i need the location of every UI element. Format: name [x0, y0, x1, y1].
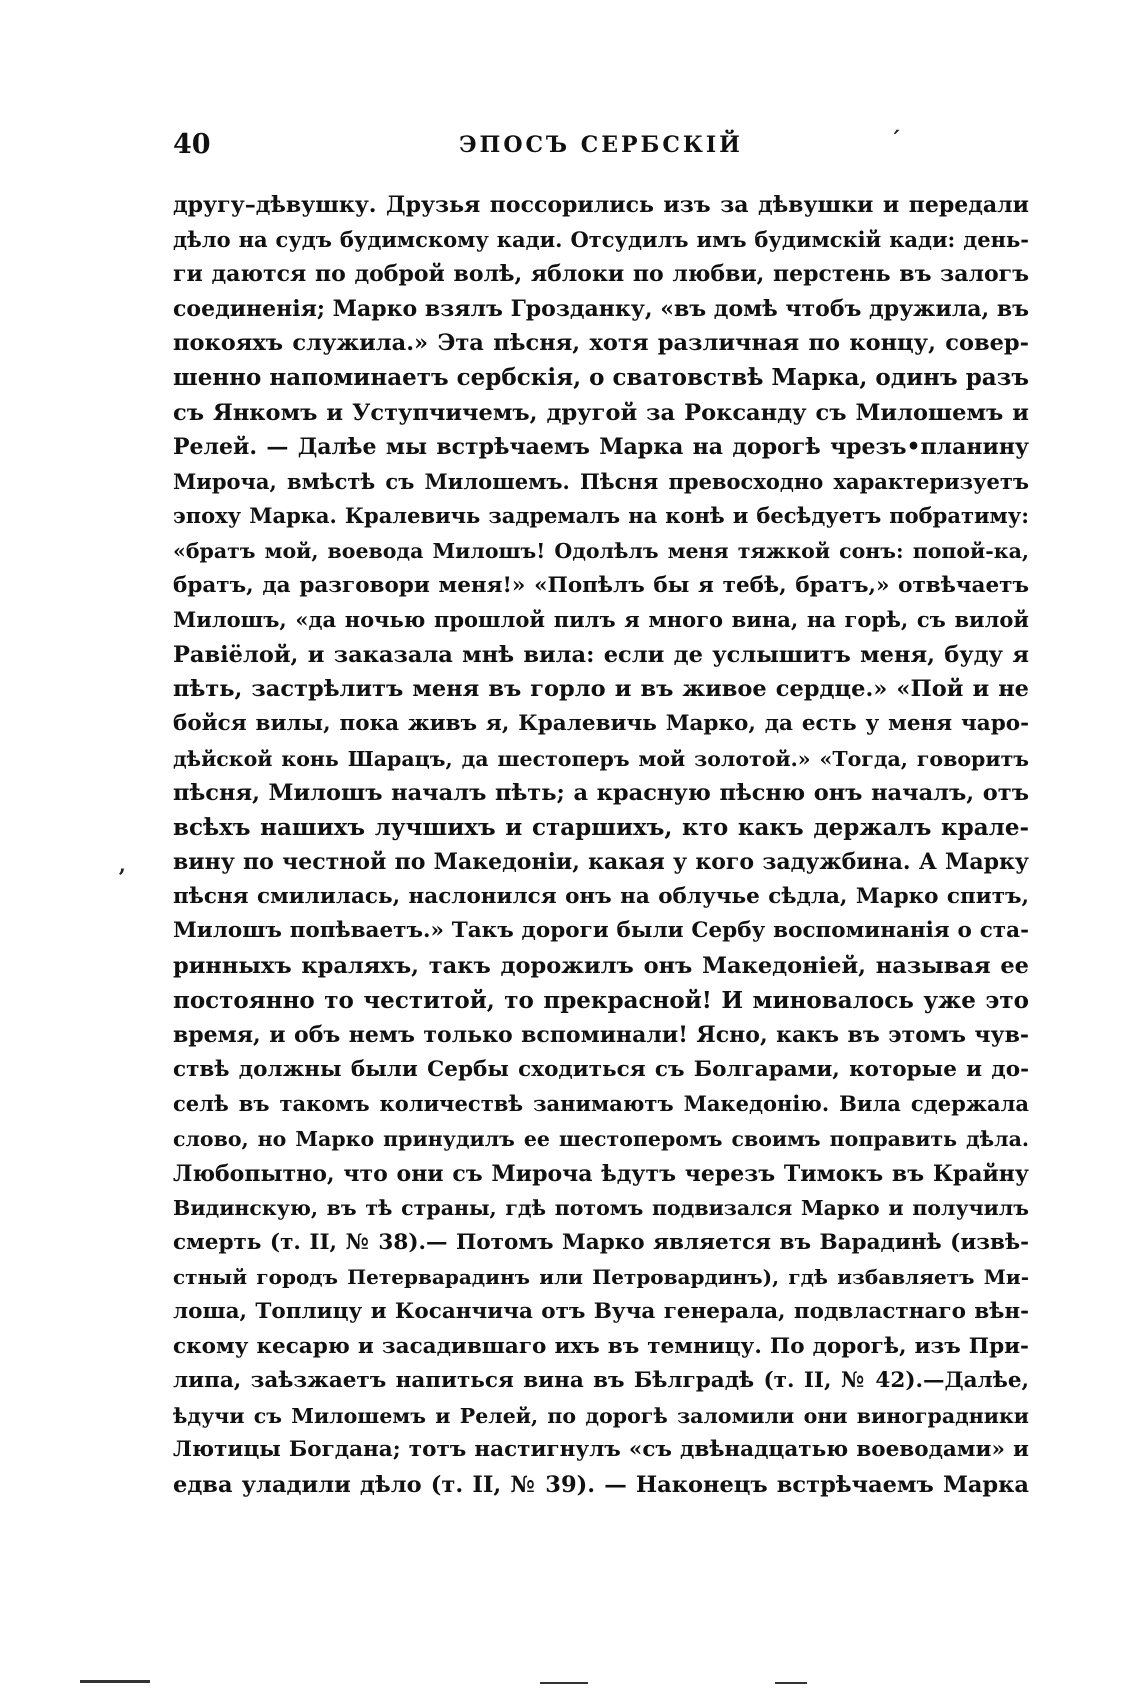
margin-tick-mark: ’: [118, 865, 126, 891]
text-line: слово, но Марко принудилъ ее шестоперомъ своимъ поправить дѣла.: [173, 1127, 1029, 1152]
text-line: постоянно то честитой, то прекрасной! И миновалось уже это: [173, 986, 1029, 1014]
text-line: Лютицы Богдана; тотъ настигнулъ «съ двѣнадцатью воеводами» и: [173, 1437, 1029, 1463]
text-line: Релей. — Далѣе мы встрѣчаемъ Марка на дорогѣ чрезъ•планину: [173, 434, 1029, 461]
text-line: другу–дѣвушку. Друзья поссорились изъ за дѣвушки и передали: [173, 192, 1029, 218]
text-line: эпоху Марка. Кралевичь задремалъ на конѣ и бесѣдуетъ побратиму:: [173, 503, 1029, 529]
text-line: Милошъ, «да ночью прошлой пилъ я много вина, на горѣ, съ вилой: [173, 607, 1029, 633]
text-line: съ Янкомъ и Уступчичемъ, другой за Роксанду съ Милошемъ и: [173, 399, 1029, 426]
text-line: скому кесарю и засадившаго ихъ въ темницу. По дорогѣ, изъ При-: [173, 1333, 1029, 1359]
text-line: Любопытно, что они съ Мироча ѣдутъ черезъ Тимокъ въ Крайну: [173, 1160, 1029, 1187]
running-title: ЭПОСЪ СЕРБСКІЙ: [459, 132, 743, 158]
text-line: ѣдучи съ Милошемъ и Релей, по дорогѣ заломили они виноградники: [173, 1403, 1029, 1428]
text-line: селѣ въ такомъ количествѣ занимаютъ Македонію. Вила сдержала: [173, 1091, 1029, 1117]
text-line: ствѣ должны были Сербы сходиться съ Болгарами, которые и до-: [173, 1056, 1029, 1082]
scan-smudge: [540, 1682, 588, 1684]
text-line: стный городъ Петерварадинъ или Петровардинъ), гдѣ избавляетъ Ми-: [173, 1265, 1029, 1290]
page-number: 40: [173, 129, 211, 160]
text-line: лоша, Топлицу и Косанчича отъ Вуча генерала, подвластнаго вѣн-: [173, 1299, 1029, 1324]
text-line: покояхъ служила.» Эта пѣсня, хотя различная по концу, совер-: [173, 330, 1029, 357]
text-line: смерть (т. II, № 38).— Потомъ Марко является въ Варадинѣ (извѣ-: [173, 1229, 1029, 1255]
text-line: дѣйской конь Шарацъ, да шестоперъ мой золотой.» «Тогда, говоритъ: [173, 746, 1029, 771]
margin-tick-mark: ´: [890, 128, 901, 154]
text-line: время, и объ немъ только вспоминали! Ясно, какъ въ этомъ чув-: [173, 1022, 1029, 1049]
text-line: всѣхъ нашихъ лучшихъ и старшихъ, кто какъ держалъ крале-: [173, 813, 1029, 841]
scan-smudge: [775, 1682, 807, 1684]
text-line: шенно напоминаетъ сербскія, о сватовствѣ Марка, одинъ разъ: [173, 363, 1029, 391]
text-line: Мироча, вмѣстѣ съ Милошемъ. Пѣсня превосходно характеризуетъ: [173, 468, 1029, 494]
text-line: пѣсня смилилась, наслонился онъ на облучье сѣдла, Марко спитъ,: [173, 883, 1029, 909]
text-line: Милошъ попѣваетъ.» Такъ дороги были Сербу воспоминанія о ста-: [173, 918, 1029, 944]
text-line: ринныхъ краляхъ, такъ дорожилъ онъ Македоніей, называя ее: [173, 953, 1029, 980]
text-line: едва уладили дѣло (т. II, № 39). — Наконецъ встрѣчаемъ Марка: [173, 1471, 1029, 1498]
text-line: Видинскую, въ тѣ страны, гдѣ потомъ подвизался Марко и получилъ: [173, 1196, 1029, 1221]
text-line: пѣть, застрѣлитъ меня въ горло и въ живое сердце.» «Пой и не: [173, 676, 1029, 703]
text-line: дѣло на судъ будимскому кади. Отсудилъ имъ будимскій кади: день-: [173, 226, 1029, 252]
text-line: ги даются по доброй волѣ, яблоки по любви, перстень въ залогъ: [173, 261, 1029, 288]
text-line: липа, заѣзжаетъ напиться вина въ Бѣлградѣ (т. II, № 42).—Далѣе,: [173, 1368, 1029, 1394]
text-line: вину по честной по Македоніи, какая у кого задужбина. А Марку: [173, 849, 1029, 876]
text-line: бойся вилы, пока живъ я, Кралевичь Марко, да есть у меня чаро-: [173, 710, 1029, 736]
body-text: [173, 188, 1029, 1503]
text-line: пѣсня, Милошъ началъ пѣть; а красную пѣсню онъ началъ, отъ: [173, 780, 1029, 807]
text-line: братъ, да разговори меня!» «Попѣлъ бы я тебѣ, братъ,» отвѣчаетъ: [173, 572, 1029, 598]
scan-smudge: [80, 1680, 150, 1683]
text-line: Равiёлой, и заказала мнѣ вила: если де услышитъ меня, буду я: [173, 641, 1029, 668]
text-line: «братъ мой, воевода Милошъ! Одолѣлъ меня тяжкой сонъ: попой-ка,: [173, 538, 1029, 563]
text-line: соединенія; Марко взялъ Грозданку, «въ домѣ чтобъ дружила, въ: [173, 295, 1029, 322]
